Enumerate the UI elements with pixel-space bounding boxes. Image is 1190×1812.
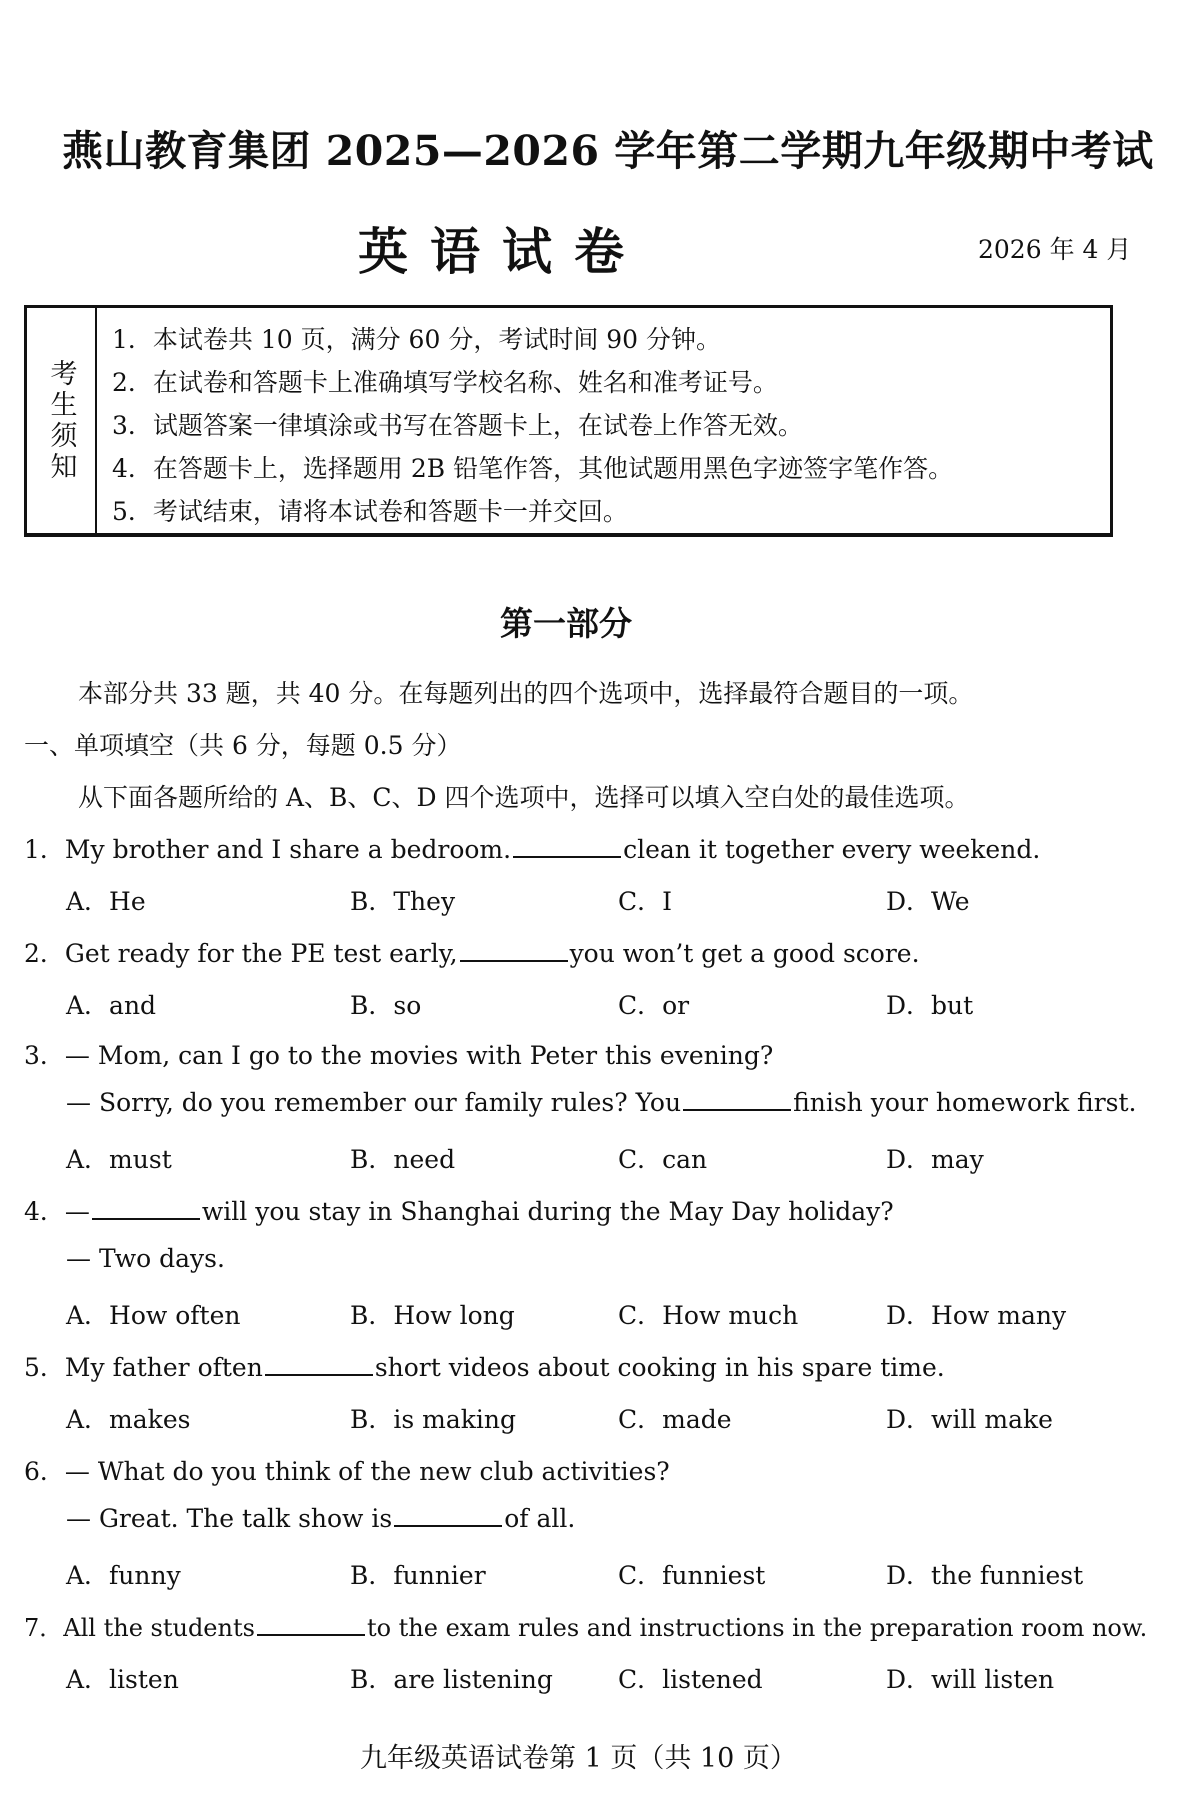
- option-a: A．and: [66, 991, 157, 1020]
- section-title: 一、单项填空（共 6 分，每题 0.5 分）: [24, 731, 462, 760]
- question-number: 3．: [24, 1041, 65, 1070]
- notice-label-text: 考生须知: [45, 358, 77, 483]
- question-3: [24, 1036, 773, 1072]
- notice-item-4: 4．在答题卡上，选择题用 2B 铅笔作答，其他试题用黑色字迹签字笔作答。: [112, 454, 954, 483]
- question-6-line-2: [66, 1504, 575, 1533]
- question-text: — What do you think of the new club activities?: [64, 1457, 670, 1486]
- option-a: A．How often: [66, 1301, 241, 1330]
- question-7: [24, 1608, 1147, 1643]
- question-text: will you stay in Shanghai during the May Day holiday?: [201, 1197, 894, 1226]
- part-heading: 第一部分: [500, 604, 632, 643]
- section-instruction: 从下面各题所给的 A、B、C、D 四个选项中，选择可以填入空白处的最佳选项。: [78, 783, 970, 812]
- option-a: A．funny: [66, 1561, 181, 1590]
- question-text: Get ready for the PE test early,: [64, 939, 458, 968]
- notice-item-3: 3．试题答案一律填涂或书写在答题卡上，在试卷上作答无效。: [112, 411, 803, 440]
- option-d: D．We: [886, 887, 970, 916]
- option-b: B．is making: [350, 1405, 517, 1434]
- question-5: [24, 1348, 945, 1384]
- option-a: A．listen: [66, 1665, 179, 1694]
- question-text: All the students: [63, 1614, 255, 1642]
- option-d: D．the funniest: [886, 1561, 1084, 1590]
- option-d: D．but: [886, 991, 974, 1020]
- question-number: 7．: [24, 1614, 64, 1642]
- question-text: to the exam rules and instructions in the preparation room now.: [366, 1614, 1148, 1642]
- option-c: C．can: [618, 1145, 708, 1174]
- option-c: C．or: [618, 991, 690, 1020]
- option-a: A．must: [66, 1145, 172, 1174]
- notice-label: [27, 308, 97, 533]
- question-4: [24, 1192, 894, 1228]
- question-number: 1．: [24, 835, 65, 864]
- question-text: — Great. The talk show is: [66, 1504, 393, 1533]
- answer-blank: [683, 1089, 791, 1111]
- question-number: 6．: [24, 1457, 65, 1486]
- question-2: [24, 934, 920, 970]
- question-number: 2．: [24, 939, 65, 968]
- option-d: D．will make: [886, 1405, 1053, 1434]
- page-footer: 九年级英语试卷第 1 页（共 10 页）: [360, 1743, 797, 1774]
- question-6: [24, 1452, 670, 1488]
- option-c: C．made: [618, 1405, 732, 1434]
- question-3-line-2: [66, 1088, 1137, 1117]
- answer-blank: [460, 940, 568, 962]
- option-d: D．may: [886, 1145, 984, 1174]
- question-text: of all.: [504, 1504, 576, 1533]
- question-text: My brother and I share a bedroom.: [64, 835, 512, 864]
- question-4-line-2: [66, 1244, 225, 1273]
- question-text: clean it together every weekend.: [623, 835, 1041, 864]
- question-text: —: [64, 1197, 90, 1226]
- question-number: 4．: [24, 1197, 65, 1226]
- question-number: 5．: [24, 1353, 65, 1382]
- question-text: finish your homework first.: [793, 1088, 1137, 1117]
- option-c: C．I: [618, 887, 673, 916]
- option-a: A．He: [66, 887, 146, 916]
- answer-blank: [92, 1198, 200, 1220]
- answer-blank: [265, 1354, 373, 1376]
- question-text: — Sorry, do you remember our family rules? You: [66, 1088, 682, 1117]
- answer-blank: [257, 1614, 365, 1636]
- option-c: C．How much: [618, 1301, 799, 1330]
- question-text: — Two days.: [66, 1244, 225, 1273]
- notice-item-5: 5．考试结束，请将本试卷和答题卡一并交回。: [112, 497, 628, 526]
- exam-subtitle: 英语试卷: [358, 222, 646, 281]
- notice-item-2: 2．在试卷和答题卡上准确填写学校名称、姓名和准考证号。: [112, 368, 778, 397]
- option-c: C．funniest: [618, 1561, 766, 1590]
- exam-title: 燕山教育集团 2025—2026 学年第二学期九年级期中考试: [62, 127, 1154, 175]
- part-intro: 本部分共 33 题，共 40 分。在每题列出的四个选项中，选择最符合题目的一项。: [78, 679, 974, 708]
- question-text: you won’t get a good score.: [569, 939, 920, 968]
- option-b: B．funnier: [350, 1561, 486, 1590]
- option-b: B．are listening: [350, 1665, 553, 1694]
- option-b: B．How long: [350, 1301, 515, 1330]
- exam-date: 2026 年 4 月: [978, 235, 1132, 264]
- question-text: short videos about cooking in his spare time.: [374, 1353, 945, 1382]
- answer-blank: [394, 1505, 502, 1527]
- option-a: A．makes: [66, 1405, 191, 1434]
- option-d: D．will listen: [886, 1665, 1055, 1694]
- option-c: C．listened: [618, 1665, 763, 1694]
- option-b: B．They: [350, 887, 456, 916]
- question-text: My father often: [64, 1353, 263, 1382]
- question-text: — Mom, can I go to the movies with Peter this evening?: [64, 1041, 774, 1070]
- notice-box: [24, 305, 1113, 537]
- option-b: B．so: [350, 991, 422, 1020]
- answer-blank: [513, 836, 621, 858]
- option-d: D．How many: [886, 1301, 1067, 1330]
- option-b: B．need: [350, 1145, 456, 1174]
- notice-item-1: 1．本试卷共 10 页，满分 60 分，考试时间 90 分钟。: [112, 325, 722, 354]
- question-1: [24, 830, 1040, 866]
